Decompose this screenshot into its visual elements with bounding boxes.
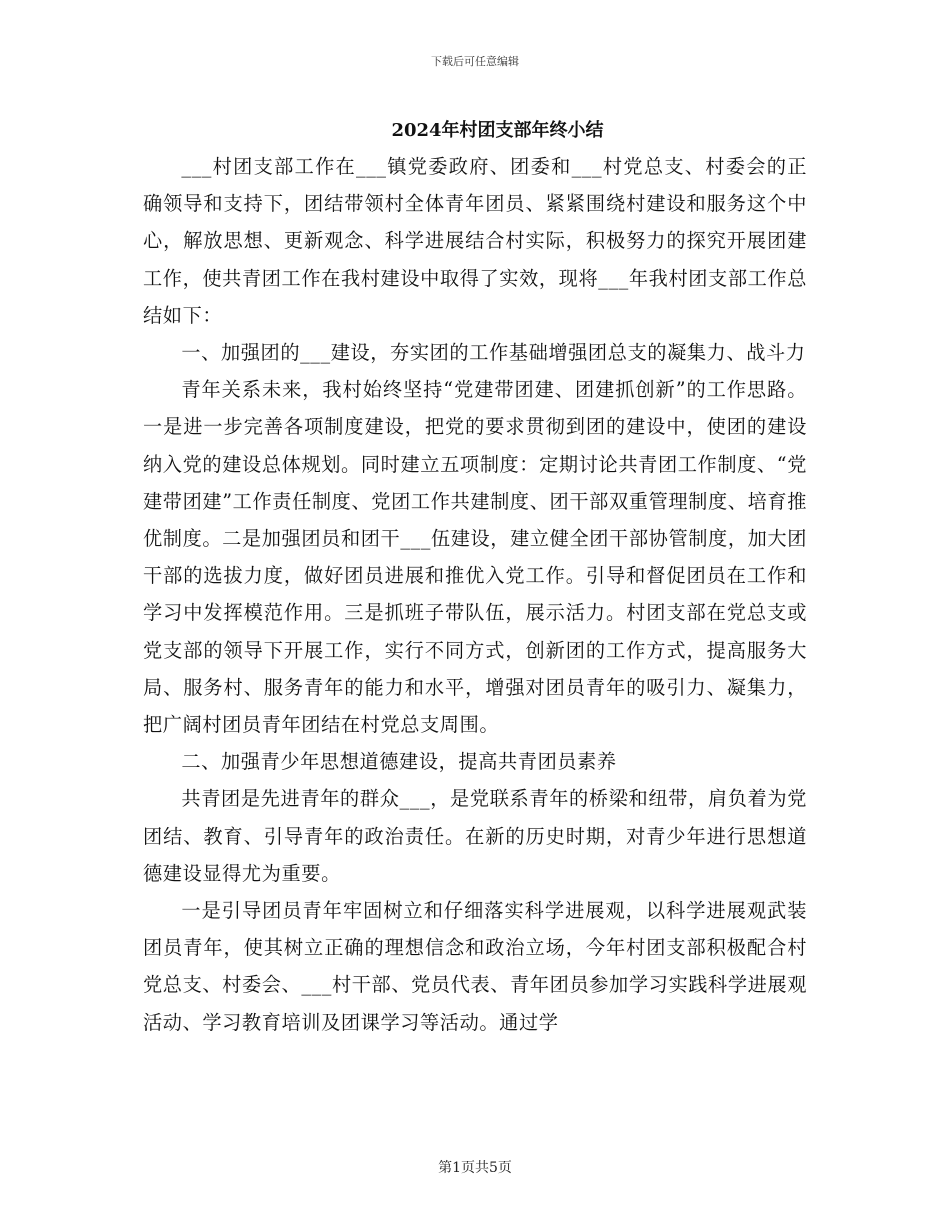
header-note: 下载后可任意编辑	[431, 55, 519, 68]
paragraph-intro: ___村团支部工作在___镇党委政府、团委和___村党总支、村委会的正确领导和支持下，团结带领村全体青年团员、紧紧围绕村建设和服务这个中心，解放思想、更新观念、科学进展结合村实际，积极努力的探究开展团建工作，使共青团工作在我村建设中取得了实效，现将___年我村团支部工作总结如下：	[143, 155, 807, 327]
document-title: 2024年村团支部年终小结	[391, 120, 604, 141]
section-heading-1: 一、加强团的___建设，夯实团的工作基础增强团总支的凝集力、战斗力	[181, 341, 806, 365]
paragraph-section-2: 共青团是先进青年的群众___，是党联系青年的桥梁和纽带，肩负着为党团结、教育、引导青年的政治责任。在新的历史时期，对青少年进行思想道德建设显得尤为重要。	[143, 787, 807, 885]
page-number: 第1页共5页	[438, 1160, 512, 1176]
paragraph-section-2-item-1: 一是引导团员青年牢固树立和仔细落实科学进展观，以科学进展观武装团员青年，使其树立正确的理想信念和政治立场，今年村团支部积极配合村党总支、村委会、___村干部、党员代表、青年团员参加学习实践科学进展观活动、学习教育培训及团课学习等活动。通过学	[143, 899, 807, 1034]
section-heading-2: 二、加强青少年思想道德建设，提高共青团员素养	[181, 750, 617, 774]
document-body	[143, 148, 807, 1041]
paragraph-section-1: 青年关系未来，我村始终坚持“党建带团建、团建抓创新”的工作思路。一是进一步完善各项制度建设，把党的要求贯彻到团的建设中，使团的建设纳入党的建设总体规划。同时建立五项制度：定期讨论共青团工作制度、“党建带团建”工作责任制度、党团工作共建制度、团干部双重管理制度、培育推优制度。二是加强团员和团干___伍建设，建立健全团干部协管制度，加大团干部的选拔力度，做好团员进展和推优入党工作。引导和督促团员在工作和学习中发挥模范作用。三是抓班子带队伍，展示活力。村团支部在党总支或党支部的领导下开展工作，实行不同方式，创新团的工作方式，提高服务大局、服务村、服务青年的能力和水平，增强对团员青年的吸引力、凝集力，把广阔村团员青年团结在村党总支周围。	[143, 378, 807, 737]
